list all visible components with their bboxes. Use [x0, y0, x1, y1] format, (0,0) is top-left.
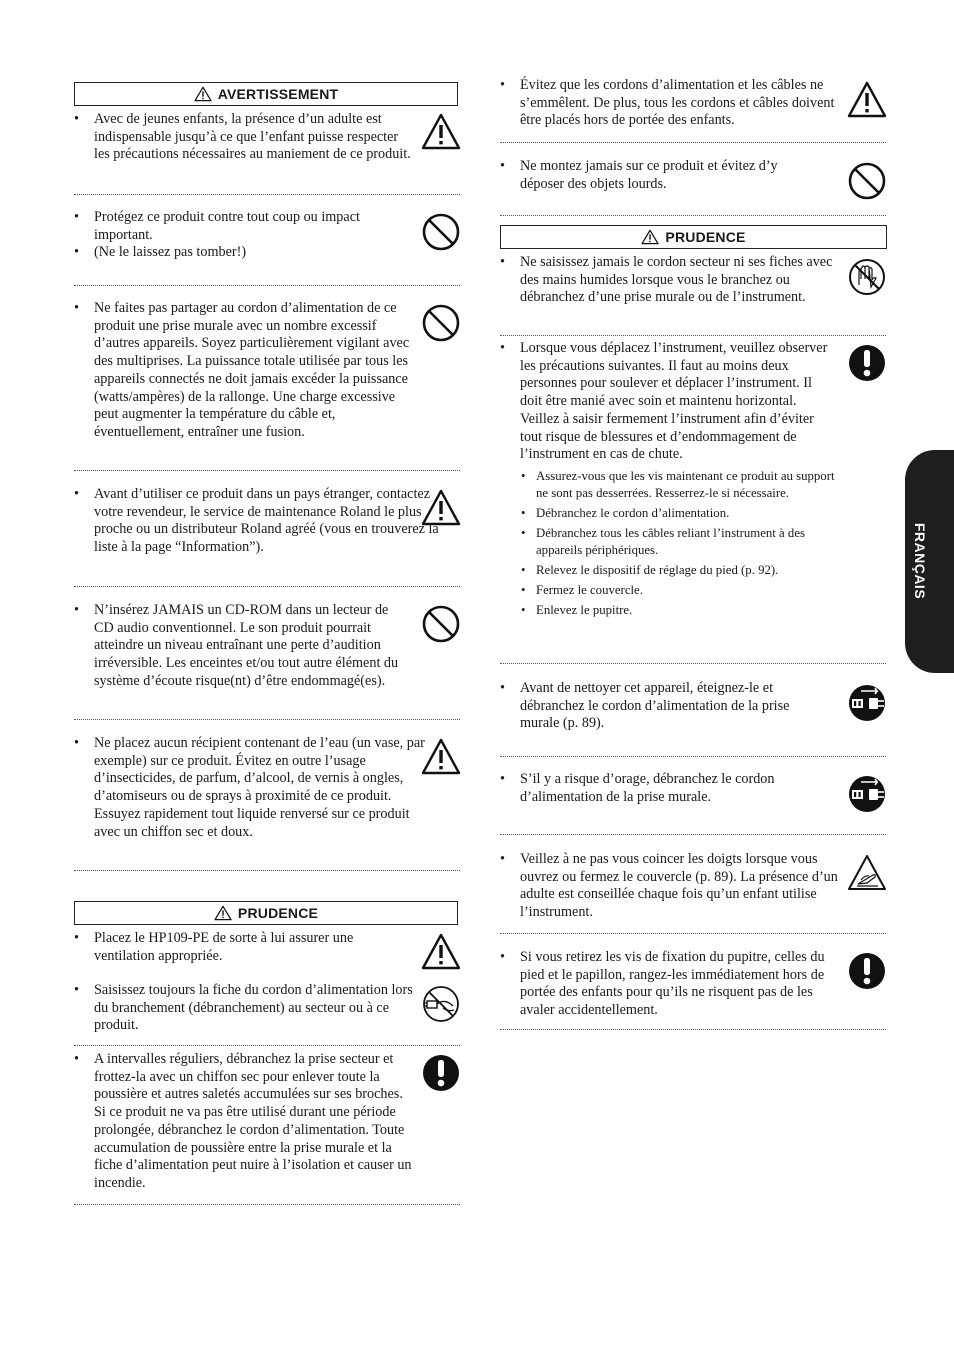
list-item: [500, 254, 887, 307]
warning-triangle-icon: [214, 905, 232, 921]
item-text: • Évitez que les cordons d’alimentation et les câbles ne s’emmêlent. De plus, tous les cordons et câbles doivent être placés hors de portée des enfants.: [500, 77, 887, 130]
item-text: • A intervalles réguliers, débranchez la prise secteur et frottez-la avec un chiffon sec pour enlever toute la poussière et autres saletés accumulées sur ses broches. Si ce produit ne va pas être utilisé durant une période prolongée, débranchez le cordon d’alimentation. Toute accumulation de poussière entre la prise murale et la fiche d’alimentation peut nuire à l’isolation et causer un incendie.: [74, 1051, 461, 1193]
dotted-divider: [74, 1045, 460, 1046]
mandatory-action-icon: [847, 951, 887, 991]
dotted-divider: [74, 1204, 460, 1205]
item-text: • (Ne le laissez pas tomber!): [74, 244, 461, 262]
prohibited-icon: [847, 161, 887, 201]
item-text: • Ne montez jamais sur ce produit et évitez d’y déposer des objets lourds.: [500, 158, 887, 193]
list-item: [500, 771, 887, 806]
warning-triangle-icon: [421, 112, 461, 152]
list-item: [500, 158, 887, 193]
mandatory-action-icon: [421, 1053, 461, 1093]
list-item: [500, 77, 887, 130]
item-text: • Ne faites pas partager au cordon d’alimentation de ce produit une prise murale avec un nombre excessif d’autres appareils. Soyez particulièrement vigilant avec des multiprises. La puissance totale utilisée par tous les appareils connectés ne doit jamais excéder la puissance (watts/ampères) de la rallonge. Une charge excessive peut augmenter la température du câble et, éventuellement, entraîner une fusion.: [74, 300, 461, 442]
warning-header-label: AVERTISSEMENT: [217, 86, 339, 102]
list-item: [74, 930, 461, 965]
item-text: • Avec de jeunes enfants, la présence d’un adulte est indispensable jusqu’à ce que l’enfant puisse respecter les précautions nécessaires au maniement de ce produit.: [74, 111, 461, 164]
list-item: [74, 300, 461, 442]
dotted-divider: [74, 719, 460, 720]
dotted-divider: [74, 586, 460, 587]
list-item: [500, 949, 887, 1020]
prohibited-icon: [421, 604, 461, 644]
sub-list-item: • Assurez-vous que les vis maintenant ce produit au support ne sont pas desserrées. Resserrez-le si nécessaire.: [500, 468, 887, 502]
dotted-divider: [500, 756, 886, 757]
list-item: [74, 602, 461, 691]
caution-header: [500, 225, 887, 249]
pinch-hazard-icon: [847, 853, 887, 893]
dotted-divider: [500, 663, 886, 664]
list-item: [74, 486, 461, 557]
unplug-icon: [847, 774, 887, 814]
language-tab-label: FRANÇAIS: [912, 522, 928, 600]
warning-triangle-icon: [421, 737, 461, 777]
list-item: [74, 735, 461, 841]
item-text: • Si vous retirez les vis de fixation du pupitre, celles du pied et le papillon, rangez-les immédiatement hors de portée des enfants pour qu’ils ne risquent pas de les avaler accidentellement.: [500, 949, 887, 1020]
mandatory-action-icon: [847, 343, 887, 383]
sub-list-item: • Débranchez tous les câbles reliant l’instrument à des appareils périphériques.: [500, 525, 887, 559]
item-text: • Saisissez toujours la fiche du cordon d’alimentation lors du branchement (débranchement) au secteur ou à ce produit.: [74, 982, 461, 1035]
item-text: • S’il y a risque d’orage, débranchez le cordon d’alimentation de la prise murale.: [500, 771, 887, 806]
list-item: [500, 851, 887, 922]
dotted-divider: [74, 470, 460, 471]
dotted-divider: [500, 215, 886, 216]
item-text: • Ne placez aucun récipient contenant de l’eau (un vase, par exemple) sur ce produit. Évitez en outre l’usage d’insecticides, de parfum, d’alcool, de vernis à ongles, d’atomiseurs ou de sprays à proximité de ce produit. Essuyez rapidement tout liquide renversé sur ce produit avec un chiffon sec et doux.: [74, 735, 461, 841]
item-text: • Protégez ce produit contre tout coup ou impact important.: [74, 209, 461, 244]
grasp-plug-icon: [421, 984, 461, 1024]
item-text: • Avant d’utiliser ce produit dans un pays étranger, contactez votre revendeur, le service de maintenance Roland le plus proche ou un distributeur Roland agréé (vous en trouverez la liste à la page “Information”).: [74, 486, 461, 557]
sub-list-item: • Débranchez le cordon d’alimentation.: [500, 505, 887, 522]
sub-list: [500, 468, 887, 619]
dotted-divider: [500, 834, 886, 835]
dotted-divider: [500, 142, 886, 143]
list-item: [74, 111, 461, 164]
prohibited-icon: [421, 303, 461, 343]
caution-header: [74, 901, 458, 925]
warning-triangle-icon: [421, 932, 461, 972]
list-item: [74, 1051, 461, 1193]
item-text: • Avant de nettoyer cet appareil, éteignez-le et débranchez le cordon d’alimentation de la prise murale (p. 89).: [500, 680, 887, 733]
warning-triangle-icon: [421, 488, 461, 528]
item-text: • Veillez à ne pas vous coincer les doigts lorsque vous ouvrez ou fermez le couvercle (p. 89). La présence d’un adulte est conseillée chaque fois qu’un enfant utilise l’instrument.: [500, 851, 887, 922]
warning-triangle-icon: [641, 229, 659, 245]
item-text: • Ne saisissez jamais le cordon secteur ni ses fiches avec des mains humides lorsque vous le branchez ou débranchez d’une prise murale ou de l’instrument.: [500, 254, 887, 307]
warning-triangle-icon: [847, 80, 887, 120]
no-wet-hands-icon: [847, 257, 887, 297]
warning-triangle-icon: [194, 86, 212, 102]
list-item: [500, 340, 887, 619]
dotted-divider: [74, 194, 460, 195]
list-item: [74, 982, 461, 1035]
item-text: • N’insérez JAMAIS un CD-ROM dans un lecteur de CD audio conventionnel. Le son produit pourrait atteindre un niveau entraînant une perte d’audition irréversible. Les enceintes et/ou tout autre élément du système d’écoute risque(nt) d’être endommagé(es).: [74, 602, 461, 691]
caution-header-label: PRUDENCE: [237, 905, 319, 921]
caution-header-label: PRUDENCE: [665, 229, 746, 245]
unplug-icon: [847, 683, 887, 723]
sub-list-item: • Enlevez le pupitre.: [500, 602, 887, 619]
sub-list-item: • Relevez le dispositif de réglage du pied (p. 92).: [500, 562, 887, 579]
dotted-divider: [500, 335, 886, 336]
item-text: • Lorsque vous déplacez l’instrument, veuillez observer les précautions suivantes. Il faut au moins deux personnes pour soulever et déplacer l’instrument. Il doit être manié avec soin et maintenu horizontal. Veillez à saisir fermement l’instrument afin d’éviter tout risque de blessures et d’endommagement de l’instrument en cas de chute.: [500, 340, 887, 464]
dotted-divider: [500, 933, 886, 934]
sub-list-item: • Fermez le couvercle.: [500, 582, 887, 599]
dotted-divider: [74, 870, 460, 871]
prohibited-icon: [421, 212, 461, 252]
warning-header: [74, 82, 458, 106]
list-item: [74, 209, 461, 262]
dotted-divider: [74, 285, 460, 286]
item-text: • Placez le HP109-PE de sorte à lui assurer une ventilation appropriée.: [74, 930, 461, 965]
list-item: [500, 680, 887, 733]
dotted-divider: [500, 1029, 886, 1030]
